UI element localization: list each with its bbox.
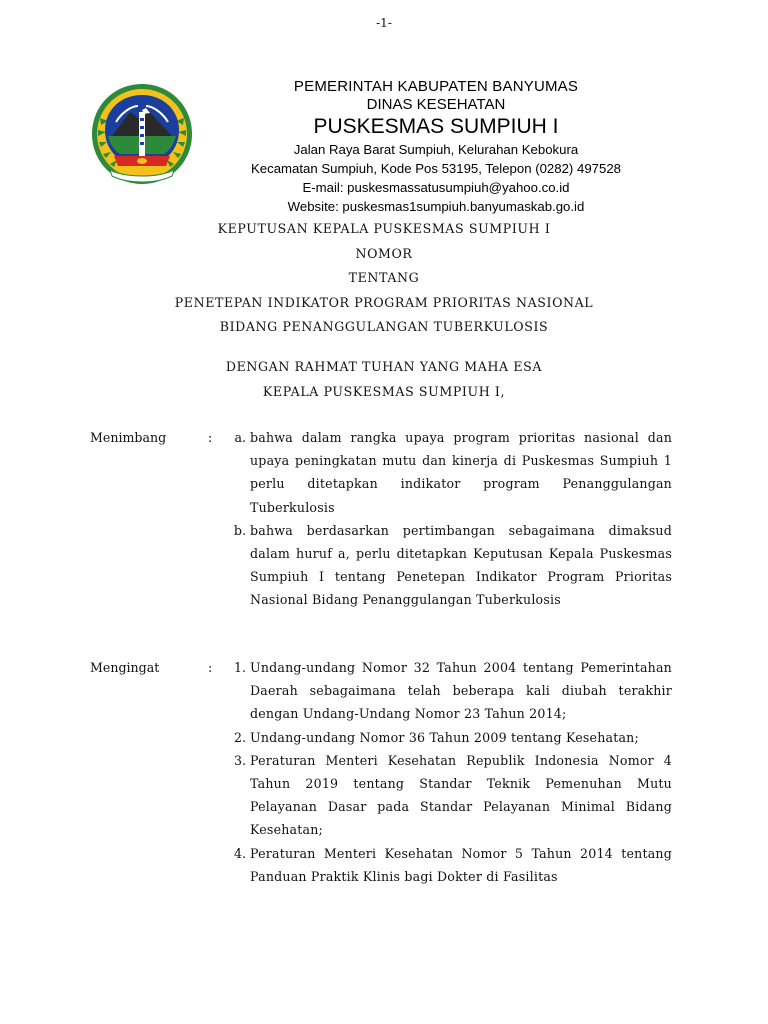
section-mengingat xyxy=(90,656,672,888)
preamble-line-2: KEPALA PUSKESMAS SUMPIUH I, xyxy=(262,383,506,399)
decree-title-line-1: KEPUTUSAN KEPALA PUSKESMAS SUMPIUH I xyxy=(217,221,551,236)
section-label: Mengingat xyxy=(90,660,160,675)
item-text: bahwa berdasarkan pertimbangan sebagaimana dimaksud dalam huruf a, perlu ditetapkan Keputusan Kepala Puskesmas Sumpiuh I tentang Penetepan Indikator Program Prioritas Nasional Bidang Penanggulangan Tuberkulosis xyxy=(250,522,672,608)
decree-title-line-3: TENTANG xyxy=(348,270,420,285)
item-text: Undang-undang Nomor 36 Tahun 2009 tentang Kesehatan; xyxy=(250,729,639,745)
letterhead-email: E-mail: puskesmassatusumpiuh@yahoo.co.id xyxy=(302,180,570,195)
list-item xyxy=(90,842,672,888)
item-marker: 4. xyxy=(233,845,246,861)
item-marker: a. xyxy=(234,430,246,445)
item-marker: 2. xyxy=(233,729,246,745)
decree-title xyxy=(0,217,768,340)
section-label: Menimbang xyxy=(90,430,167,445)
letterhead-address-street: Jalan Raya Barat Sumpiuh, Kelurahan Kebokura xyxy=(293,142,579,157)
letterhead-institution: PUSKESMAS SUMPIUH I xyxy=(313,115,559,138)
decree-title-line-2: NOMOR xyxy=(355,245,413,261)
preamble xyxy=(0,355,768,404)
item-text: Peraturan Menteri Kesehatan Republik Indonesia Nomor 4 Tahun 2019 tentang Standar Teknik Pemenuhan Mutu Pelayanan Dasar pada Standar Pelayanan Minimal Bidang Kesehatan; xyxy=(250,752,672,838)
page-number: -1- xyxy=(376,16,392,30)
item-marker: 3. xyxy=(233,752,246,768)
letterhead-department: DINAS KESEHATAN xyxy=(366,96,506,113)
item-text: Peraturan Menteri Kesehatan Nomor 5 Tahun 2014 tentang Panduan Praktik Klinis bagi Dokter di Fasilitas xyxy=(250,845,672,884)
section-menimbang xyxy=(90,426,672,612)
list-item xyxy=(90,426,672,519)
decree-title-line-4: PENETEPAN INDIKATOR PROGRAM PRIORITAS NASIONAL xyxy=(174,294,594,310)
item-marker: 1. xyxy=(233,660,246,675)
item-marker: b. xyxy=(233,522,246,538)
item-text: bahwa dalam rangka upaya program prioritas nasional dan upaya peningkatan mutu dan kinerja di Puskesmas Sumpiuh 1 perlu ditetapkan indikator program Penanggulangan Tuberkulosis xyxy=(250,430,672,515)
list-item xyxy=(90,726,672,749)
item-text: Undang-undang Nomor 32 Tahun 2004 tentang Pemerintahan Daerah sebagaimana telah beberapa kali diubah terakhir dengan Undang-Undang Nomor 23 Tahun 2014; xyxy=(250,660,672,722)
list-item xyxy=(90,519,672,612)
list-item xyxy=(90,749,672,842)
letterhead-government: PEMERINTAH KABUPATEN BANYUMAS xyxy=(293,78,579,95)
section-colon: : xyxy=(208,430,213,445)
banyumas-regency-emblem-icon xyxy=(86,78,198,190)
section-colon: : xyxy=(208,660,213,675)
preamble-line-1: DENGAN RAHMAT TUHAN YANG MAHA ESA xyxy=(225,359,543,374)
decree-title-line-5: BIDANG PENANGGULANGAN TUBERKULOSIS xyxy=(219,319,549,334)
list-item xyxy=(90,656,672,726)
letterhead-address-district: Kecamatan Sumpiuh, Kode Pos 53195, Telepon (0282) 497528 xyxy=(250,161,621,176)
letterhead-website: Website: puskesmas1sumpiuh.banyumaskab.go.id xyxy=(287,199,585,214)
letterhead xyxy=(206,78,666,216)
